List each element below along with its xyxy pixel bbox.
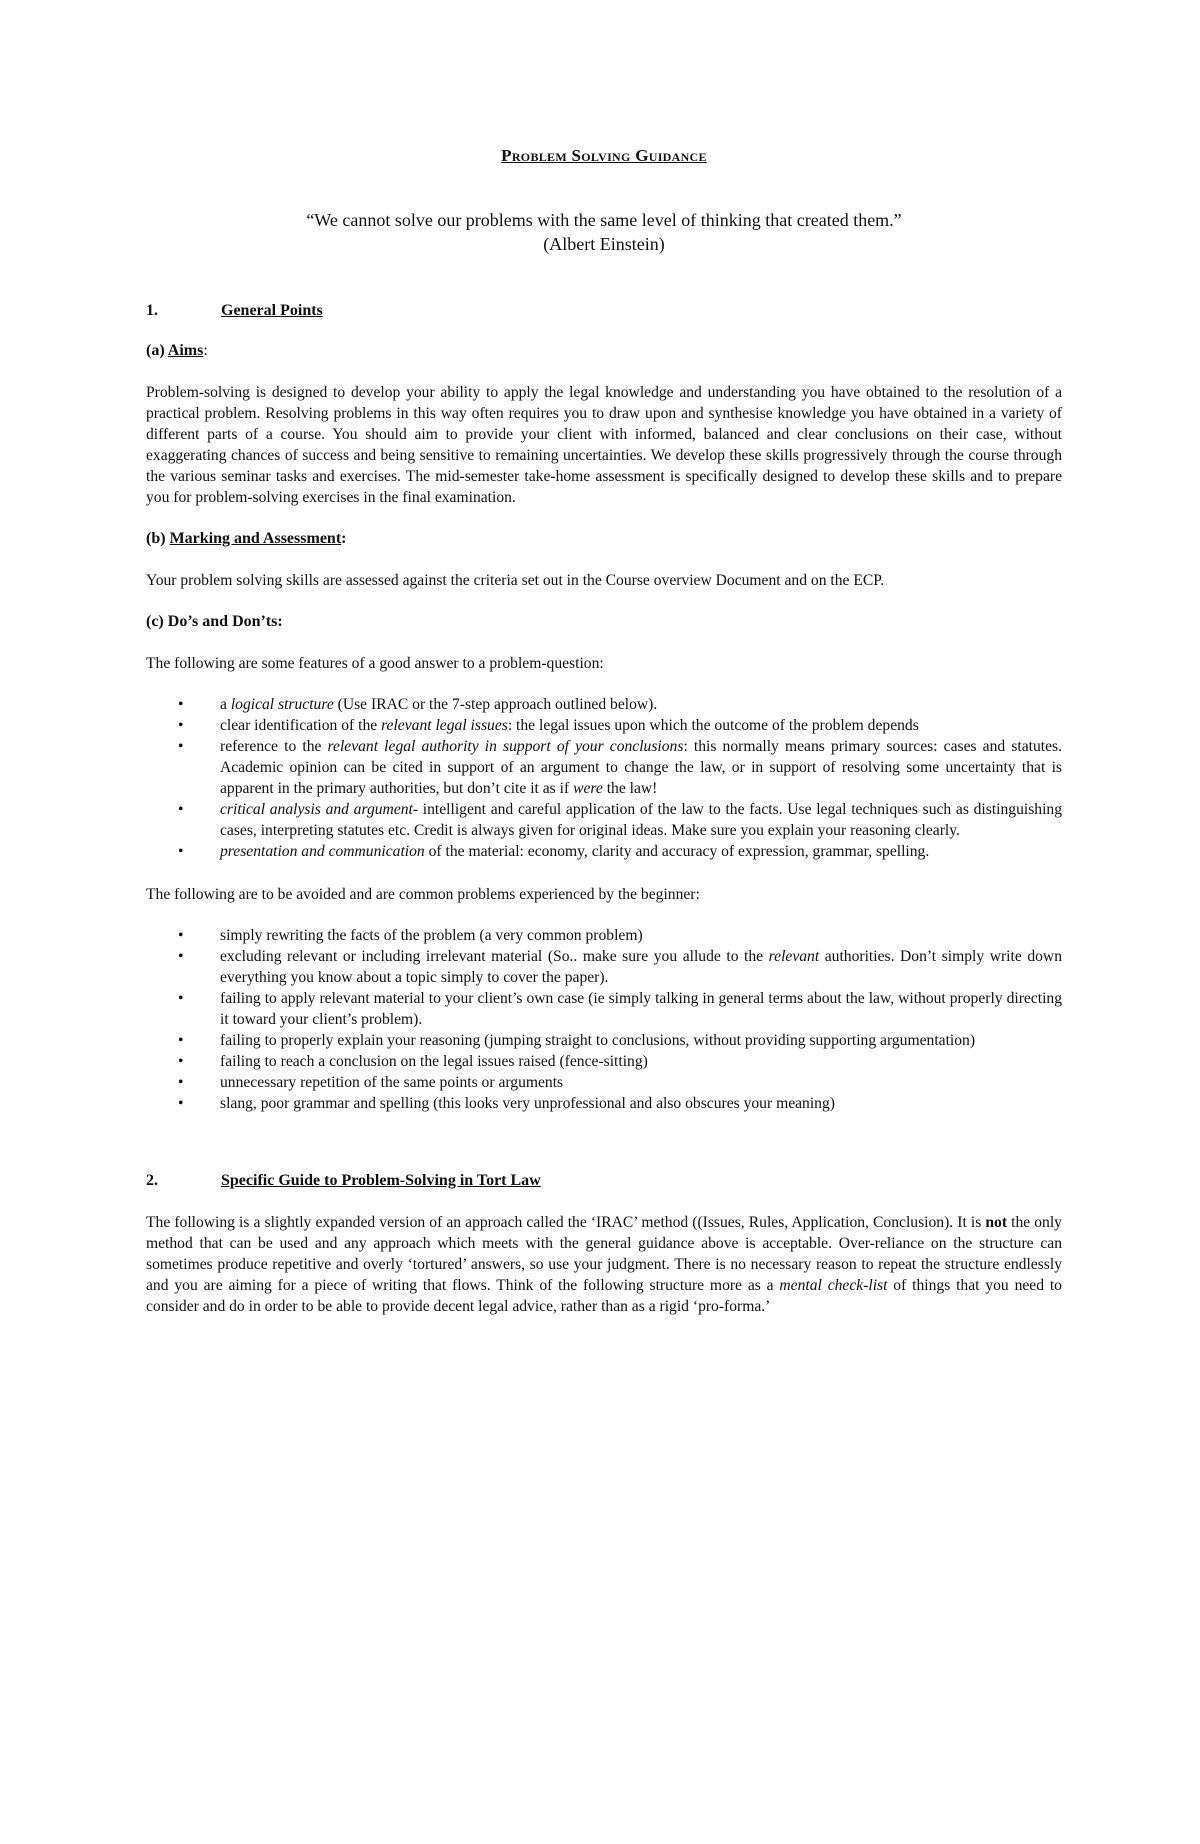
good-features-list (146, 694, 1062, 862)
good-feature-post: : the legal issues upon which the outcome of the problem depends (507, 717, 919, 734)
good-feature-post: (Use IRAC or the 7-step approach outlined below). (333, 696, 658, 713)
common-problem-pre: failing to apply relevant material to your client’s own case (ie simply talking in general terms about the law, without properly directing it toward your client’s problem). (220, 990, 1062, 1028)
common-problem-item (178, 925, 1062, 946)
good-feature-em: presentation and communication (220, 843, 425, 860)
marking-paragraph: Your problem solving skills are assessed against the criteria set out in the Course overview Document and on the ECP. (146, 572, 885, 589)
aims-label: Aims (167, 342, 204, 359)
good-feature-pre: a (220, 696, 231, 713)
good-feature-item (178, 715, 1062, 736)
common-problem-pre: simply rewriting the facts of the problem (a very common problem) (220, 927, 643, 944)
common-problem-pre: excluding relevant or including irrelevant material (So.. make sure you allude to the (220, 948, 769, 965)
dos-donts-heading: (c) Do’s and Don’ts: (146, 613, 283, 630)
section-1-title: General Points (221, 302, 323, 319)
section-2-title: Specific Guide to Problem-Solving in Tort Law (221, 1172, 541, 1189)
good-feature-pre: clear identification of the (220, 717, 382, 734)
document-title: Problem Solving Guidance (501, 146, 707, 165)
bullet-icon: • (178, 738, 184, 755)
common-problem-item (178, 988, 1062, 1030)
good-feature-em: critical analysis and argument (220, 801, 413, 818)
section-2-text-2: the only method that can be used and any approach which meets with the general guidance above is acceptable. Over-reliance on the structure can sometimes produce repetitive and overly ‘tortured’ answers, so use your judgment. There is no necessary reason to repeat the structure endlessly and you are aiming for a piece of writing that flows. Think of the following structure more as a (146, 1214, 1062, 1294)
aims-heading (146, 342, 1062, 360)
common-problem-item (178, 1093, 1062, 1114)
good-feature-post: : this normally means primary sources: cases and statutes. Academic opinion can be cited in support of an argument to change the law, or in support of resolving some uncertainty that is apparent in the primary authorities, but don’t cite it as if (220, 738, 1062, 797)
bullet-icon: • (178, 1032, 184, 1049)
bullet-icon: • (178, 696, 184, 713)
good-feature-em: logical structure (230, 696, 334, 713)
marking-suffix: : (341, 530, 347, 547)
section-2-bold-not: not (985, 1214, 1008, 1231)
common-problem-pre: unnecessary repetition of the same points or arguments (220, 1074, 564, 1091)
good-feature-em2: were (573, 780, 603, 797)
common-problem-pre: slang, poor grammar and spelling (this looks very unprofessional and also obscures your meaning) (220, 1095, 835, 1112)
common-problem-item (178, 1072, 1062, 1093)
good-feature-pre: reference to the (220, 738, 328, 755)
common-problem-item (178, 946, 1062, 988)
common-problem-post: authorities. Don’t simply write down everything you know about a topic simply to cover the paper). (220, 948, 1062, 986)
common-problems-list (146, 925, 1062, 1114)
good-feature-item (178, 736, 1062, 799)
good-feature-post: - intelligent and careful application of the law to the facts. Use legal techniques such as distinguishing cases, interpreting statutes etc. Credit is always given for original ideas. Make sure you explain your reasoning clearly. (220, 801, 1062, 839)
document-page (0, 146, 1200, 1844)
avoid-intro: The following are to be avoided and are common problems experienced by the beginner: (146, 886, 700, 903)
quote-text: “We cannot solve our problems with the same level of thinking that created them.” (306, 210, 902, 230)
aims-paragraph: Problem-solving is designed to develop your ability to apply the legal knowledge and understanding you have obtained to the resolution of a practical problem. Resolving problems in this way often requires you to draw upon and synthesise knowledge you have obtained in a variety of different parts of a course. You should aim to provide your client with informed, balanced and clear conclusions on their case, without exaggerating chances of success and being sensitive to remaining uncertainties. We develop these skills progressively through the course through the various seminar tasks and exercises. The mid-semester take-home assessment is specifically designed to develop these skills and to prepare you for problem-solving exercises in the final examination. (146, 384, 1062, 506)
good-answer-intro: The following are some features of a good answer to a problem-question: (146, 655, 604, 672)
good-feature-item (178, 799, 1062, 841)
bullet-icon: • (178, 990, 184, 1007)
common-problem-item (178, 1051, 1062, 1072)
common-problem-pre: failing to properly explain your reasoning (jumping straight to conclusions, without providing supporting argumentation) (220, 1032, 976, 1049)
good-feature-post2: the law! (602, 780, 658, 797)
section-2-text-1: The following is a slightly expanded version of an approach called the ‘IRAC’ method ((Issues, Rules, Application, Conclusion). It is (146, 1214, 986, 1231)
good-feature-item (178, 694, 1062, 715)
epigraph-quote (146, 208, 1062, 256)
aims-suffix: : (203, 342, 208, 359)
section-2-paragraph (146, 1212, 1062, 1317)
good-feature-item (178, 841, 1062, 862)
section-1-heading (146, 302, 1062, 320)
marking-label: Marking and Assessment (169, 530, 342, 547)
good-feature-em: relevant legal authority in support of your conclusions (327, 738, 684, 755)
bullet-icon: • (178, 1074, 184, 1091)
bullet-icon: • (178, 1053, 184, 1070)
bullet-icon: • (178, 927, 184, 944)
quote-author: (Albert Einstein) (543, 234, 665, 254)
bullet-icon: • (178, 717, 184, 734)
good-feature-em: relevant legal issues (381, 717, 508, 734)
bullet-icon: • (178, 1095, 184, 1112)
section-2-number: 2. (146, 1172, 158, 1189)
bullet-icon: • (178, 843, 184, 860)
section-2-heading (146, 1172, 1062, 1190)
marking-prefix: (b) (146, 530, 170, 547)
common-problem-pre: failing to reach a conclusion on the legal issues raised (fence-sitting) (220, 1053, 648, 1070)
bullet-icon: • (178, 801, 184, 818)
section-2-text-3: of things that you need to consider and do in order to be able to provide decent legal advice, rather than as a rigid ‘pro-forma.’ (146, 1277, 1062, 1315)
common-problem-item (178, 1030, 1062, 1051)
aims-prefix: (a) (146, 342, 168, 359)
common-problem-em: relevant (768, 948, 820, 965)
bullet-icon: • (178, 948, 184, 965)
section-1-number: 1. (146, 302, 158, 319)
section-2-emphasis: mental check-list (779, 1277, 888, 1294)
good-feature-post: of the material: economy, clarity and accuracy of expression, grammar, spelling. (424, 843, 930, 860)
marking-heading (146, 530, 1062, 548)
